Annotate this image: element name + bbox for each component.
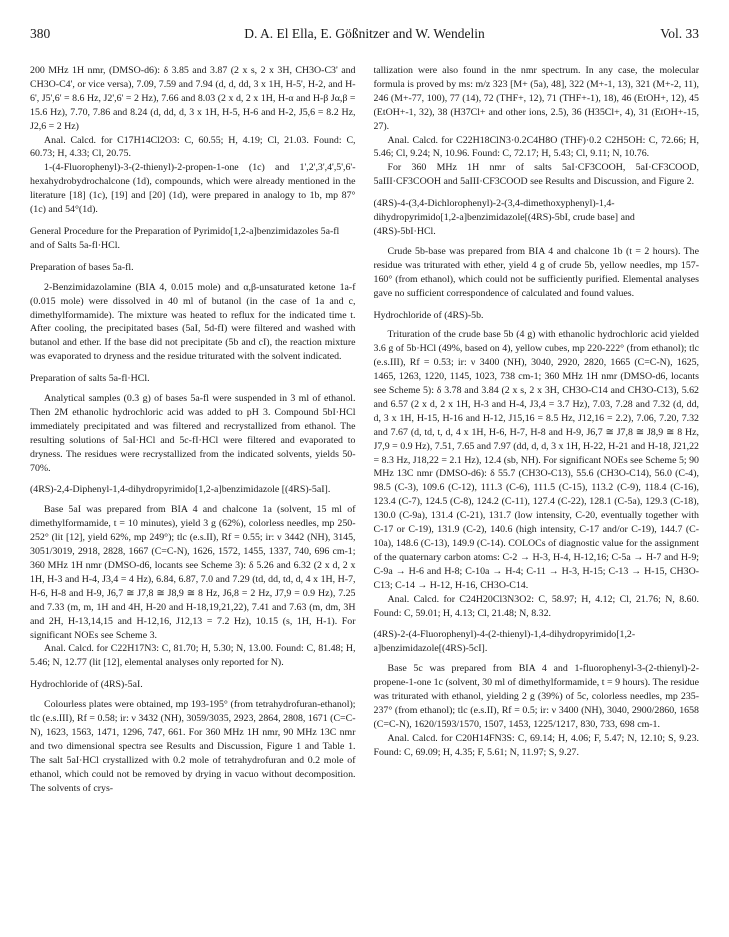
section-heading: General Procedure for the Preparation of Pyrimido[1,2-a]benzimidazoles 5a-fl and of Salts 5a-fl·HCl. xyxy=(30,225,340,251)
subsection-heading: Hydrochloride of (4RS)-5b. xyxy=(373,309,484,321)
analysis-paragraph: Anal. Calcd. for C20H14FN3S: C, 69.14; H, 4.06; F, 5.47; N, 12.10; S, 9.23. Found: C, 69.09; H, 4.35; F, 5.61; N, 11.97; S, 9.27. xyxy=(373,732,699,758)
body-paragraph: 1-(4-Fluorophenyl)-3-(2-thienyl)-2-propen-1-one (1c) and 1',2',3',4',5',6'-hexahydrobydrochalcone (1d), compounds, which were already mentioned in the literature [18] (1c), [19] and [20] (1d), were prepared in analogy to 1b, mp 87°(1c) and 54°(1d). xyxy=(30,162,356,216)
compound-heading: (4RS)-4-(3,4-Dichlorophenyl)-2-(3,4-dimethoxyphenyl)-1,4-dihydropyrimido[1,2-a]benzimidazole[(4RS)-5bI, crude base] and (4RS)-5bI·HCl. xyxy=(373,198,635,237)
subsection-heading: Preparation of salts 5a-fl·HCl. xyxy=(30,373,150,385)
body-paragraph: Analytical samples (0.3 g) of bases 5a-fl were suspended in 3 ml of ethanol. Then 2M ethanolic hydrochloric acid was added to pH 3. Compound 5bI·HCl immediately precipitated and was filtered and recrystallized from ethanol. The resulting solutions of 5aI·HCl and 5c-fI·HCl were filtered and evaporated to dryness. The residues were recrystallized from the indicated solvents, yields 50-70%. xyxy=(30,393,356,474)
body-paragraph: Crude 5b-base was prepared from BIA 4 and chalcone 1b (t = 2 hours). The residue was triturated with ether, yield 4 g of crude 5b, yellow needles, mp 157-160° (from ethanol), which could not be sufficiently purified. Elemental analyses gave no sufficient correspondence of calculated and found values. xyxy=(373,245,699,299)
analysis-paragraph: Anal. Calcd. for C17H14Cl2O3: C, 60.55; H, 4.19; Cl, 21.03. Found: C, 60.73; H, 4.33; Cl, 20.75. xyxy=(30,134,356,160)
running-header xyxy=(30,26,699,46)
body-paragraph: Base 5aI was prepared from BIA 4 and chalcone 1a (solvent, 15 ml of dimethylformamide, t = 10 minutes), yield 3 g (62%), colorless needles, mp 250-252° (lit [12], yield 62%, mp 249°); tlc (e.s.II), Rf = 0.55; ir: ν 3442 (NH), 3145, 3051/3019, 2918, 2828, 1667 (C=C-N), 1626, 1572, 1455, 1337, 740, 696 cm-1; 360 MHz 1H nmr (DMSO-d6, locants see Scheme 3): δ 5.26 and 6.32 (2 x d, 2 x 1H, H-3 and H-4, J3,4 = 4 Hz), 6.84, 6.87, 7.0 and 7.29 (td, dd, td, d, 4 x 1H, H-7, H-6, H-8 and H-9, J6,7 ≅ J7,8 ≅ J8,9 ≅ 8 Hz, J6,8 = 2 Hz, J7,9 = 0.9 Hz), 7.25 and 7.33 (m, m, 1H and 4H, H-20 and H-18,19,21,22), 7.41 and 7.63 (m, dm, 3H and 2H, H-13,14,15 and H-12,16, J12,13 = 7.2 Hz), 10.15 (s, 1H, H-1). For significant NOEs see Scheme 3. xyxy=(30,504,356,641)
subsection-heading: Hydrochloride of (4RS)-5aI. xyxy=(30,679,143,691)
body-paragraph: For 360 MHz 1H nmr of salts 5aI·CF3COOH, 5aI·CF3COOD, 5aIII·CF3COOH and 5aIII·CF3COOD see Results and Discussion, and Figure 2. xyxy=(373,162,699,188)
right-column xyxy=(374,64,700,925)
subsection-heading: Preparation of bases 5a-fl. xyxy=(30,261,134,273)
nmr-data-paragraph: 200 MHz 1H nmr, (DMSO-d6): δ 3.85 and 3.87 (2 x s, 2 x 3H, CH3O-C3' and CH3O-C4', or vice versa), 7.09, 7.59 and 7.94 (d, d, dd, 3 x 1H, H-5', H-2, and H-6', J5',6' = 8.6 Hz, J2',6' = 2 Hz), 7.66 and 8.03 (2 x d, 2 x 1H, H-α and H-β Jα,β = 15.6 Hz), 7.70, 7.86 and 8.24 (d, dd, d, 3 x 1H, H-5, H-6 and H-2, J5,6 = 8.2 Hz, J2,6 = 2 Hz) xyxy=(30,65,356,132)
text-columns xyxy=(30,64,699,925)
analysis-paragraph: Anal. Calcd. for C22H18ClN3·0.2C4H8O (THF)·0.2 C2H5OH: C, 72.66; H, 5.46; Cl, 9.24; N, 10.96. Found: C, 72.17; H, 5.43; Cl, 9.11; N, 10.76. xyxy=(373,134,699,160)
body-paragraph: Colourless plates were obtained, mp 193-195° (from tetrahydrofuran-ethanol); tlc (e.s.III), Rf = 0.58; ir: ν 3432 (NH), 3059/3035, 2923, 2864, 2808, 1671 (C=C-N), 1623, 1563, 1471, 1296, 747, 661. For 360 MHz 1H nmr, 90 MHz 13C nmr and two dimensional spectra see Results and Discussion, Figure 1 and Table 1. The salt 5aI·HCl crystallized with 0.2 mole of tetrahydrofuran and 0.2 mole of ethanol, which could not be removed by drying in vacuo without decomposition. The solvents of crys- xyxy=(30,699,356,794)
body-paragraph: 2-Benzimidazolamine (BIA 4, 0.015 mole) and α,β-unsaturated ketone 1a-f (0.015 mole) were dissolved in 40 ml of butanol (in the case of 1a and c, dimethylformamide). The mixture was heated to reflux for the indicated time t. After cooling, the precipitated bases (5aI, 5d-fI) were filtered and washed with butanol and ether. If the base did not precipitate (5b and cI), the reaction mixture was evaporated to dryness and the residue triturated with the solvent indicated. xyxy=(30,281,356,363)
compound-heading: (4RS)-2-(4-Fluorophenyl)-4-(2-thienyl)-1,4-dihydropyrimido[1,2-a]benzimidazole[(4RS)-5cI]. xyxy=(373,629,636,655)
body-paragraph: tallization were also found in the nmr spectrum. In any case, the molecular formula is proved by ms: m/z 323 [M+ (5a), 48], 322 (M+-1, 13), 321 (M+-2, 11), 246 (M+-77, 100), 77 (14), 72 (THF+, 12), 71 (THF+-1), 18), 46 (EtOH+, 12), 45 (EtOH+-1, 32), 38 (H37Cl+ and other ions, 2.5), 36 (H35Cl+, 4), 31 (EtOH+-15, 27). xyxy=(373,65,699,132)
page-number: 380 xyxy=(30,26,51,41)
body-paragraph: Base 5c was prepared from BIA 4 and 1-fluorophenyl-3-(2-thienyl)-2-propene-1-one 1c (solvent, 30 ml of dimethylformamide, t = 9 hours). The residue was triturated with ethanol, yielding 2 g (39%) of 5c, colorless needles, mp 235-237° (from ethanol); tlc (e.s.II), Rf = 0.5; ir: ν 3400 (NH), 3040, 2900/2860, 1658 (C=C-N), 1620/1593/1570, 1507, 1453, 1225/1217, 830, 733, 698 cm-1. xyxy=(373,663,699,730)
volume-label: Vol. 33 xyxy=(660,26,699,41)
analysis-paragraph: Anal. Calcd. for C22H17N3: C, 81.70; H, 5.30; N, 13.00. Found: C, 81.48; H, 5.46; N, 12.77 (lit [12], elemental analyses only reported for N). xyxy=(30,643,356,669)
running-title: D. A. El Ella, E. Gößnitzer and W. Wendelin xyxy=(244,26,485,41)
left-column xyxy=(30,64,356,925)
analysis-paragraph: Anal. Calcd. for C24H20Cl3N3O2: C, 58.97; H, 4.12; Cl, 21.76; N, 8.60. Found: C, 59.01; H, 4.13; Cl, 21.48; N, 8.32. xyxy=(373,593,699,619)
body-paragraph: Trituration of the crude base 5b (4 g) with ethanolic hydrochloric acid yielded 3.6 g of 5b·HCl (49%, based on 4), yellow cubes, mp 220-222° (from ethanol); tlc (e.s.III), Rf = 0.53; ir: ν 3400 (NH), 3040, 2920, 2820, 1665 (C=C-N), 1625, 1465, 1263, 1220, 1145, 1023, 738 cm-1; 360 MHz 1H nmr (DMSO-d6, locants see Scheme 5): δ 3.78 and 3.84 (2 x s, 2 x 3H, CH3O-C14 and CH3O-C13), 5.62 and 6.57 (2 x d, 2 x 1H, H-3 and H-4, J3,4 = 3.7 Hz), 7.03, 7.28 and 7.32 (d, dd, d, 3 x 1H, H-15, H-16 and H-12, J15,16 = 8.5 Hz, J12,16 = 2.2), 7.06, 7.20, 7.32 and 7.67 (d, td, t, d, 4 x 1H, H-6, H-7, H-8 and H-9, J6,7 ≅ J7,8 ≅ J8,9 ≅ 8 Hz, J7,9 = 0.9 Hz), 7.51, 7.65 and 7.97 (dd, d, d, 3 x 1H, H-22, H-21 and H-18, J21,22 = 8.3 Hz, J18,22 = 2.1 Hz), 12.4 (sb, NH). For significant NOEs see Scheme 5; 90 MHz 13C nmr (DMSO-d6): δ 55.7 (CH3O-C13), 55.6 (CH3O-C14), 56.0 (C-4), 98.5 (C-3), 109.6 (C-12), 111.3 (C-6), 111.5 (C-15), 113.2 (C-9), 118.4 (C-16), 123.4 (C-7), 124.5 (C-8), 124.2 (C-11), 127.4 (C-22), 128.1 (C-5a), 129.3 (C-18), 130.0 (C-9a), 131.4 (C-21), 131.7 (low intensity, C-20, eventually together with C-17 or C-19), 131.9 (C-2), 140.6 (high intensity, C-17 and/or C-19), 144.7 (C-10a), 148.6 (C-13), 149.9 (C-14). COLOCs of diagnostic value for the assignment of the quaternary carbon atoms: C-2 → H-3, H-4, H-12,16; C-5a → H-7 and H-9; C-9a → H-6 and H-8; C-10a → H-4; C-11 → H-3, H-15; C-13 → H-15, CH3O-C13; C-14 → H-12, H-16, CH3O-C14. xyxy=(373,329,699,591)
compound-heading: (4RS)-2,4-Diphenyl-1,4-dihydropyrimido[1,2-a]benzimidazole [(4RS)-5aI]. xyxy=(30,484,331,496)
